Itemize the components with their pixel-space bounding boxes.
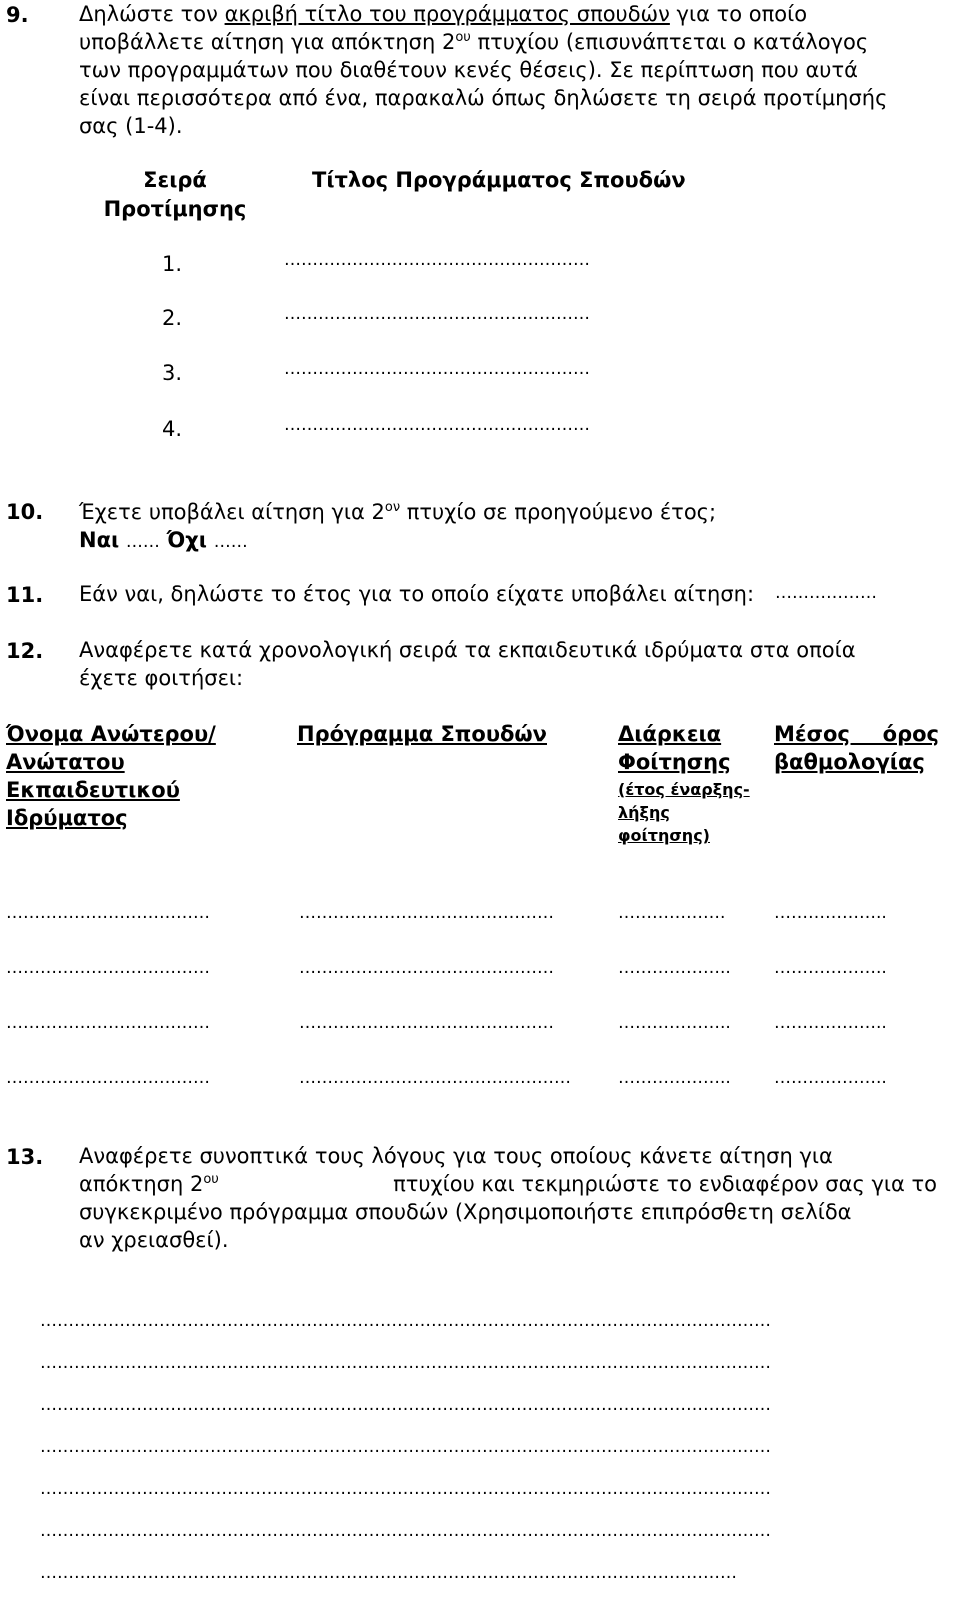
option-no-label: Όχι: [166, 528, 207, 552]
cell-institution[interactable]: ………………………………: [6, 1013, 210, 1033]
answer-line[interactable]: …………………………………………………………………………………………………………………: [40, 1311, 771, 1331]
question-number: 12.: [6, 639, 44, 663]
column-header-duration: Διάρκεια Φοίτησης (έτος έναρξης-λήξης φοίτησης): [618, 722, 750, 845]
cell-duration[interactable]: ………………..: [618, 1013, 731, 1033]
option-no-blank[interactable]: ……: [213, 532, 248, 552]
answer-line[interactable]: ……………………………………………………………………………………………………………: [40, 1563, 737, 1583]
yes-no-options: [79, 526, 248, 556]
answer-line[interactable]: …………………………………………………………………………………………………………………: [40, 1479, 771, 1499]
cell-program[interactable]: ………………………………………: [299, 1013, 554, 1033]
option-yes-label: Ναι: [79, 528, 120, 552]
column-header-rank: Σειρά Προτίμησης: [103, 168, 247, 221]
column-header-program-title: Τίτλος Προγράμματος Σπουδών: [312, 168, 686, 192]
answer-line[interactable]: …………………………………………………………………………………………………………………: [40, 1353, 771, 1373]
rank-label: 1.: [162, 252, 183, 276]
question-number: 11.: [6, 583, 44, 607]
q9-line5: σας (1-4).: [79, 114, 183, 138]
q13-line3: συγκεκριμένο πρόγραμμα σπουδών (Χρησιμοποιήστε επιπρόσθετη σελίδα: [79, 1200, 852, 1224]
q9-line2: υποβάλλετε αίτηση για απόκτηση $2^{o\upsilon}$ πτυχίου (επισυνάπτεται ο κατάλογος: [79, 30, 869, 54]
question-number: 10.: [6, 500, 44, 524]
cell-institution[interactable]: ………………………………: [6, 958, 210, 978]
q13-line4: αν χρειασθεί).: [79, 1228, 229, 1252]
question-number: 13.: [6, 1145, 44, 1169]
question-text: Εάν ναι, δηλώστε το έτος για το οποίο είχατε υποβάλει αίτηση:: [79, 582, 755, 606]
cell-program[interactable]: ………………………………………: [299, 903, 554, 923]
fill-in-blank[interactable]: ………………………………………………: [284, 415, 590, 435]
cell-duration[interactable]: ………………..: [618, 958, 731, 978]
cell-institution[interactable]: ………………………………: [6, 1068, 210, 1088]
q13-line1: Αναφέρετε συνοπτικά τους λόγους για τους οποίους κάνετε αίτηση για: [79, 1144, 833, 1168]
q9-line3: των προγραμμάτων που διαθέτουν κενές θέσεις). Σε περίπτωση που αυτά: [79, 58, 858, 82]
column-header-institution: Όνομα Ανώτερου/Ανώτατου Εκπαιδευτικού Ιδρύματος: [6, 722, 216, 830]
question-number: 9.: [6, 3, 29, 27]
year-blank[interactable]: ………………: [775, 583, 877, 603]
cell-grade[interactable]: ………………..: [774, 903, 887, 923]
answer-line[interactable]: …………………………………………………………………………………………………………………: [40, 1437, 771, 1457]
question-text: [79, 1142, 937, 1254]
q13-line2: απόκτηση $2^{o\upsilon}$ πτυχίου και τεκμηριώστε το ενδιαφέρον σας για το: [79, 1172, 937, 1196]
answer-line[interactable]: …………………………………………………………………………………………………………………: [40, 1395, 771, 1415]
cell-program[interactable]: …………………………………………: [299, 1068, 571, 1088]
emphasis-underlined: ακριβή τίτλο του προγράμματος σπουδών: [224, 2, 670, 26]
column-header-program: Πρόγραμμα Σπουδών: [297, 722, 547, 746]
answer-line[interactable]: …………………………………………………………………………………………………………………: [40, 1521, 771, 1541]
cell-duration[interactable]: ………………..: [618, 1068, 731, 1088]
q9-line4: είναι περισσότερα από ένα, παρακαλώ όπως δηλώσετε τη σειρά προτίμησής: [79, 86, 888, 110]
column-header-grade-average: Μέσος όρος βαθμολογίας: [774, 722, 939, 774]
rank-label: 2.: [162, 306, 183, 330]
fill-in-blank[interactable]: ………………………………………………: [284, 304, 590, 324]
rank-label: 4.: [162, 417, 183, 441]
cell-duration[interactable]: ……………….: [618, 903, 726, 923]
q9-line1: Δηλώστε τον ακριβή τίτλο του προγράμματος σπουδών για το οποίο: [79, 2, 808, 26]
rank-label: 3.: [162, 361, 183, 385]
fill-in-blank[interactable]: ………………………………………………: [284, 250, 590, 270]
fill-in-blank[interactable]: ………………………………………………: [284, 359, 590, 379]
cell-grade[interactable]: ………………..: [774, 958, 887, 978]
cell-grade[interactable]: ………………..: [774, 1013, 887, 1033]
option-yes-blank[interactable]: ……: [125, 532, 160, 552]
cell-grade[interactable]: ………………..: [774, 1068, 887, 1088]
answer-area[interactable]: [40, 1300, 940, 1594]
cell-institution[interactable]: ………………………………: [6, 903, 210, 923]
question-text: Αναφέρετε κατά χρονολογική σειρά τα εκπαιδευτικά ιδρύματα στα οποία έχετε φοιτήσει:: [79, 638, 856, 690]
question-text: Έχετε υποβάλει αίτηση για $2^{o\nu}$ πτυχίο σε προηγούμενο έτος;: [79, 500, 717, 524]
cell-program[interactable]: ………………………………………: [299, 958, 554, 978]
question-text: [79, 0, 937, 140]
